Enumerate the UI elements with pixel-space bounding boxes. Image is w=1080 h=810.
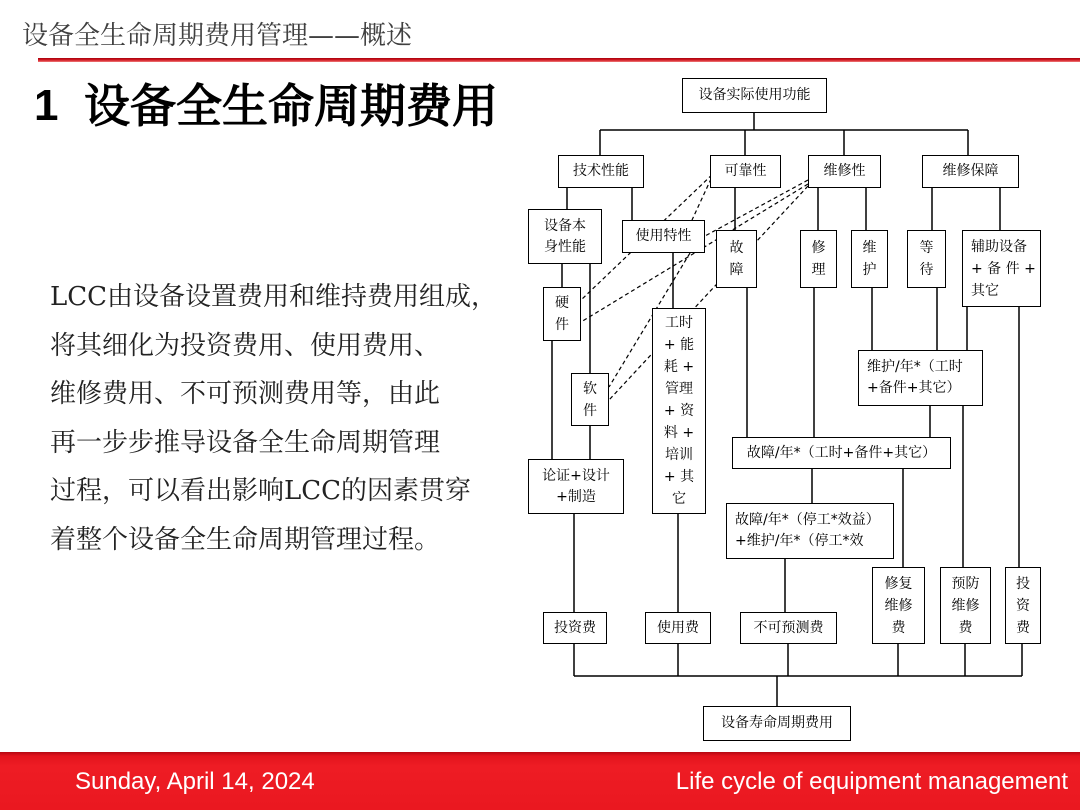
- body-line: 将其细化为投资费用、使用费用、: [50, 330, 441, 361]
- node-auxiliary-equipment: 辅助设备 + 备 件 + 其它: [962, 230, 1041, 307]
- node-usage-characteristics: 使用特性: [622, 220, 705, 253]
- body-line: 维修费用、不可预测费用等，由此: [50, 379, 441, 409]
- node-corrective-maintenance-cost: 修复 维修 费: [872, 567, 925, 644]
- dashed-connector: [705, 180, 808, 236]
- node-failure-per-year-cost: 故障/年*（工时+备件+其它）: [732, 437, 951, 469]
- node-actual-function: 设备实际使用功能: [682, 78, 827, 113]
- body-line: LCC由设备设置费用和维持费用组成，: [50, 282, 498, 312]
- node-software: 软 件: [571, 373, 609, 426]
- body-line: 过程，可以看出影响LCC的因素贯穿: [50, 476, 472, 506]
- node-technical-performance: 技术性能: [558, 155, 644, 188]
- footer-date: Sunday, April 14, 2024: [75, 768, 315, 795]
- node-hardware: 硬 件: [543, 287, 581, 341]
- node-design-manufacture: 论证+设计 +制造: [528, 459, 624, 514]
- node-maintenance: 维 护: [851, 230, 888, 288]
- node-preventive-maintenance-cost: 预防 维修 费: [940, 567, 991, 644]
- dashed-connector: [609, 186, 808, 400]
- node-reliability: 可靠性: [710, 155, 781, 188]
- section-number: 1: [34, 81, 59, 130]
- node-repair: 修 理: [800, 230, 837, 288]
- node-equipment-performance: 设备本 身性能: [528, 209, 602, 264]
- node-failure-downtime: 故障/年*（停工*效益） +维护/年*（停工*效: [726, 503, 894, 559]
- footer-title: Life cycle of equipment management: [675, 768, 1068, 795]
- section-heading: 设备全生命周期费用: [84, 79, 498, 133]
- node-failure: 故 障: [716, 230, 757, 288]
- node-labor-items: 工时 + 能 耗 + 管理 + 资 料 + 培训 + 其 它: [652, 308, 706, 514]
- node-investment-cost-vertical: 投 资 费: [1005, 567, 1041, 644]
- node-maintenance-per-year: 维护/年*（工时 +备件+其它）: [858, 350, 983, 406]
- node-investment-cost: 投资费: [543, 612, 607, 644]
- slide-header-title: 设备全生命周期费用管理——概述: [22, 21, 413, 51]
- node-maintenance-support: 维修保障: [922, 155, 1019, 188]
- body-line: 着整个设备全生命周期管理过程。: [50, 524, 441, 555]
- node-maintainability: 维修性: [808, 155, 881, 188]
- footer-bar: [0, 752, 1080, 810]
- dashed-connector: [581, 184, 808, 322]
- node-unpredictable-cost: 不可预测费: [740, 612, 837, 644]
- body-line: 再一步步推导设备全生命周期管理: [50, 427, 441, 458]
- node-usage-cost: 使用费: [645, 612, 711, 644]
- node-waiting: 等 待: [907, 230, 946, 288]
- node-life-cycle-cost: 设备寿命周期费用: [703, 706, 851, 741]
